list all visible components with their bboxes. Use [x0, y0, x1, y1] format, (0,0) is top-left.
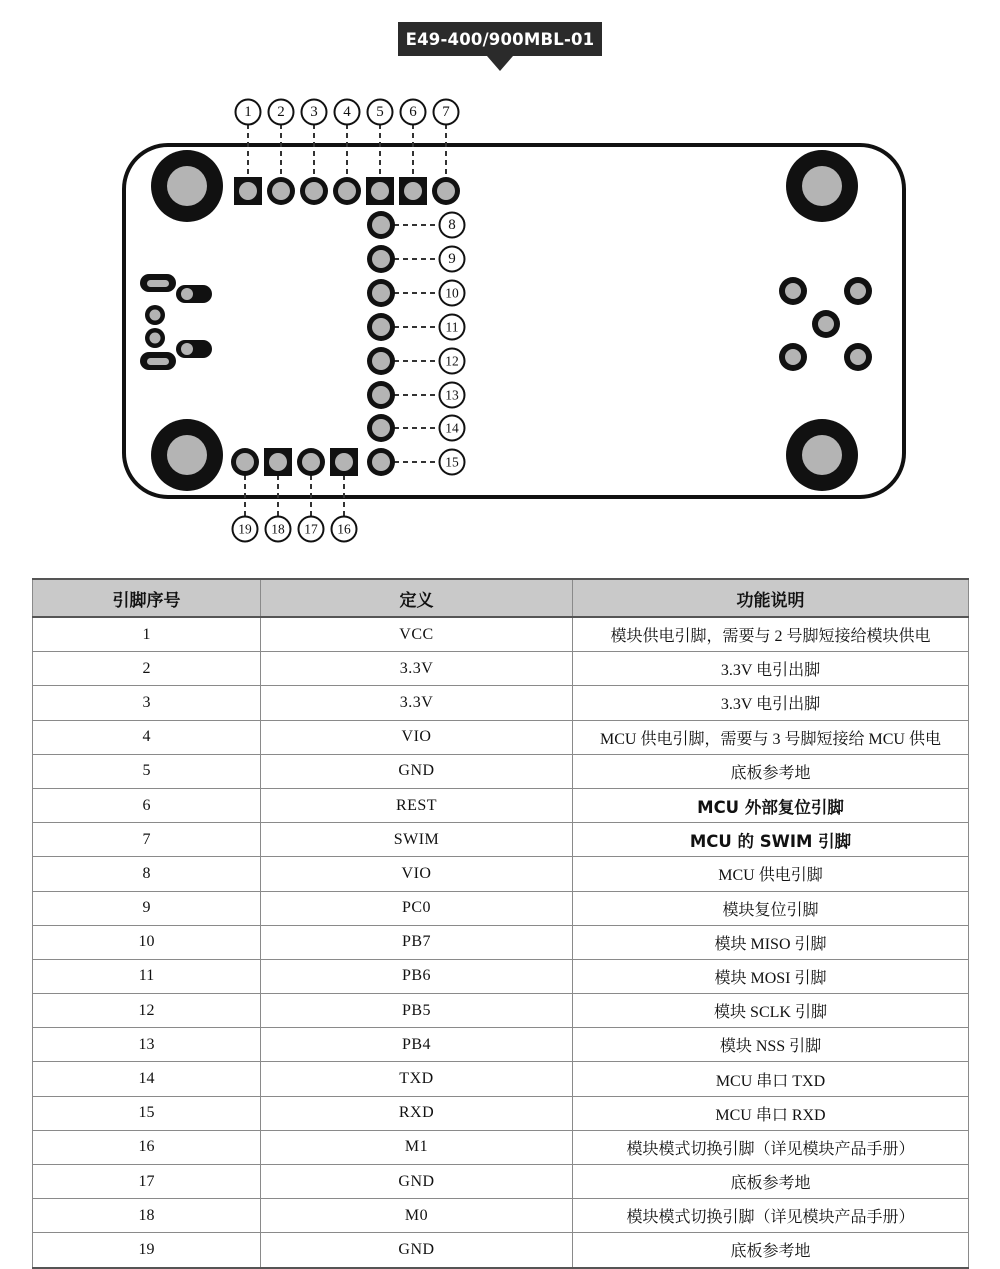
oblong-pad-lower	[140, 352, 176, 370]
callout-19	[233, 517, 258, 542]
table-row	[33, 720, 969, 754]
cell-pin-description: MCU 供电引脚，需要与 3 号脚短接给 MCU 供电	[573, 720, 969, 754]
pcb-pad-11	[367, 313, 395, 341]
oblong-pad-lower-inner	[176, 340, 212, 358]
cell-pin-description: 3.3V 电引出脚	[573, 686, 969, 720]
callout-9	[440, 247, 465, 272]
callout-4-label: 4	[343, 104, 351, 120]
pcb-pad-4	[333, 177, 361, 205]
cell-pin-number: 9	[33, 891, 261, 925]
callout-7	[434, 100, 459, 125]
cell-pin-description: 底板参考地	[573, 1233, 969, 1268]
cell-pin-description: 模块 MISO 引脚	[573, 925, 969, 959]
callout-5-label: 5	[376, 104, 384, 120]
callout-15	[440, 450, 465, 475]
table-row	[33, 1028, 969, 1062]
callout-7-label: 7	[442, 104, 450, 120]
table-row	[33, 1165, 969, 1199]
pcb-pad-17	[297, 448, 325, 476]
callout-15-label: 15	[445, 454, 459, 470]
module-title-banner	[398, 22, 602, 56]
pcb-pad-15	[367, 448, 395, 476]
callout-8	[440, 213, 465, 238]
cell-pin-number: 2	[33, 652, 261, 686]
antenna-pad-bottom-left	[779, 343, 807, 371]
callout-12-label: 12	[445, 353, 459, 369]
table-header-row	[33, 579, 969, 617]
cell-pin-definition: VIO	[261, 857, 573, 891]
cell-pin-description: MCU 外部复位引脚	[573, 788, 969, 822]
table-row	[33, 857, 969, 891]
callout-9-label: 9	[448, 251, 456, 267]
pcb-pad-5	[366, 177, 394, 205]
callout-10	[440, 281, 465, 306]
callout-14-label: 14	[445, 420, 459, 436]
table-row	[33, 1130, 969, 1164]
cell-pin-definition: VCC	[261, 617, 573, 652]
cell-pin-number: 15	[33, 1096, 261, 1130]
cell-pin-description: MCU 的 SWIM 引脚	[573, 823, 969, 857]
cell-pin-description: 模块模式切换引脚（详见模块产品手册）	[573, 1130, 969, 1164]
cell-pin-definition: GND	[261, 1233, 573, 1268]
callout-14	[440, 416, 465, 441]
callout-2	[269, 100, 294, 125]
callout-5	[368, 100, 393, 125]
cell-pin-description: MCU 串口 TXD	[573, 1062, 969, 1096]
pcb-pad-19	[231, 448, 259, 476]
cell-pin-definition: PB5	[261, 994, 573, 1028]
cell-pin-description: 模块 NSS 引脚	[573, 1028, 969, 1062]
cell-pin-number: 11	[33, 959, 261, 993]
callout-6	[401, 100, 426, 125]
cell-pin-number: 10	[33, 925, 261, 959]
cell-pin-definition: PC0	[261, 891, 573, 925]
antenna-pad-top-left	[779, 277, 807, 305]
cell-pin-definition: SWIM	[261, 823, 573, 857]
cell-pin-description: MCU 供电引脚	[573, 857, 969, 891]
antenna-pad-top-right	[844, 277, 872, 305]
pcb-pad-14	[367, 414, 395, 442]
callout-11-label: 11	[445, 319, 459, 335]
cell-pin-definition: REST	[261, 788, 573, 822]
table-row	[33, 994, 969, 1028]
cell-pin-number: 7	[33, 823, 261, 857]
callout-18	[266, 517, 291, 542]
pcb-pad-9	[367, 245, 395, 273]
callout-16	[332, 517, 357, 542]
module-title-text: E49-400/900MBL-01	[405, 29, 595, 49]
pcb-pad-1	[234, 177, 262, 205]
cell-pin-definition: M1	[261, 1130, 573, 1164]
callout-18-label: 18	[271, 521, 285, 537]
cell-pin-number: 17	[33, 1165, 261, 1199]
cell-pin-number: 1	[33, 617, 261, 652]
pin-definition-table-container	[32, 578, 968, 1269]
cell-pin-definition: RXD	[261, 1096, 573, 1130]
pcb-pad-16	[330, 448, 358, 476]
cell-pin-definition: VIO	[261, 720, 573, 754]
cell-pin-number: 12	[33, 994, 261, 1028]
mounting-hole-bottom-right	[786, 419, 858, 491]
antenna-pad-center	[812, 310, 840, 338]
cell-pin-description: 3.3V 电引出脚	[573, 652, 969, 686]
pcb-pad-7	[432, 177, 460, 205]
callout-13-label: 13	[445, 387, 459, 403]
oblong-pad-upper	[140, 274, 176, 292]
cell-pin-description: MCU 串口 RXD	[573, 1096, 969, 1130]
pcb-diagram-svg	[0, 88, 1000, 558]
cell-pin-description: 模块复位引脚	[573, 891, 969, 925]
round-pad-small-upper	[145, 305, 165, 325]
cell-pin-definition: M0	[261, 1199, 573, 1233]
mounting-hole-bottom-left	[151, 419, 223, 491]
callout-2-label: 2	[277, 104, 285, 120]
callout-1-label: 1	[244, 104, 252, 120]
callout-12	[440, 349, 465, 374]
round-pad-small-lower	[145, 328, 165, 348]
pcb-pad-12	[367, 347, 395, 375]
callout-4	[335, 100, 360, 125]
cell-pin-description: 模块 MOSI 引脚	[573, 959, 969, 993]
cell-pin-number: 19	[33, 1233, 261, 1268]
callout-16-label: 16	[337, 521, 351, 537]
table-row	[33, 1199, 969, 1233]
mounting-hole-top-right	[786, 150, 858, 222]
header-pin-number: 引脚序号	[33, 579, 261, 617]
pcb-pad-2	[267, 177, 295, 205]
cell-pin-number: 18	[33, 1199, 261, 1233]
header-function: 功能说明	[573, 579, 969, 617]
table-row	[33, 1096, 969, 1130]
callout-1	[236, 100, 261, 125]
cell-pin-definition: GND	[261, 754, 573, 788]
cell-pin-description: 底板参考地	[573, 754, 969, 788]
cell-pin-number: 3	[33, 686, 261, 720]
pcb-pad-13	[367, 381, 395, 409]
cell-pin-number: 5	[33, 754, 261, 788]
table-row	[33, 788, 969, 822]
callout-13	[440, 383, 465, 408]
pcb-pad-3	[300, 177, 328, 205]
table-row	[33, 617, 969, 652]
cell-pin-definition: PB6	[261, 959, 573, 993]
pcb-pad-18	[264, 448, 292, 476]
mounting-hole-top-left	[151, 150, 223, 222]
title-banner-pointer-icon	[487, 56, 513, 71]
callout-11	[440, 315, 465, 340]
table-row	[33, 686, 969, 720]
pcb-pad-10	[367, 279, 395, 307]
cell-pin-number: 6	[33, 788, 261, 822]
callout-19-label: 19	[238, 521, 252, 537]
callout-3	[302, 100, 327, 125]
cell-pin-number: 16	[33, 1130, 261, 1164]
cell-pin-definition: GND	[261, 1165, 573, 1199]
cell-pin-definition: PB4	[261, 1028, 573, 1062]
cell-pin-description: 模块模式切换引脚（详见模块产品手册）	[573, 1199, 969, 1233]
callout-6-label: 6	[409, 104, 417, 120]
cell-pin-description: 模块供电引脚，需要与 2 号脚短接给模块供电	[573, 617, 969, 652]
pcb-pad-6	[399, 177, 427, 205]
cell-pin-definition: TXD	[261, 1062, 573, 1096]
callout-3-label: 3	[310, 104, 318, 120]
table-row	[33, 754, 969, 788]
cell-pin-number: 14	[33, 1062, 261, 1096]
oblong-pad-upper-inner	[176, 285, 212, 303]
cell-pin-number: 4	[33, 720, 261, 754]
pcb-pinout-diagram	[0, 88, 1000, 558]
callout-17	[299, 517, 324, 542]
cell-pin-definition: 3.3V	[261, 652, 573, 686]
callout-17-label: 17	[304, 521, 318, 537]
cell-pin-definition: 3.3V	[261, 686, 573, 720]
header-definition: 定义	[261, 579, 573, 617]
table-row	[33, 925, 969, 959]
table-row	[33, 1233, 969, 1268]
table-row	[33, 652, 969, 686]
cell-pin-description: 底板参考地	[573, 1165, 969, 1199]
bottom-callout-bubbles	[233, 517, 357, 542]
top-callout-bubbles	[236, 100, 459, 125]
callout-10-label: 10	[445, 285, 459, 301]
table-row	[33, 1062, 969, 1096]
cell-pin-number: 13	[33, 1028, 261, 1062]
cell-pin-definition: PB7	[261, 925, 573, 959]
antenna-pad-bottom-right	[844, 343, 872, 371]
cell-pin-description: 模块 SCLK 引脚	[573, 994, 969, 1028]
callout-8-label: 8	[448, 217, 456, 233]
table-row	[33, 823, 969, 857]
table-row	[33, 891, 969, 925]
pin-definition-table	[32, 578, 969, 1269]
pcb-pad-8	[367, 211, 395, 239]
cell-pin-number: 8	[33, 857, 261, 891]
table-row	[33, 959, 969, 993]
